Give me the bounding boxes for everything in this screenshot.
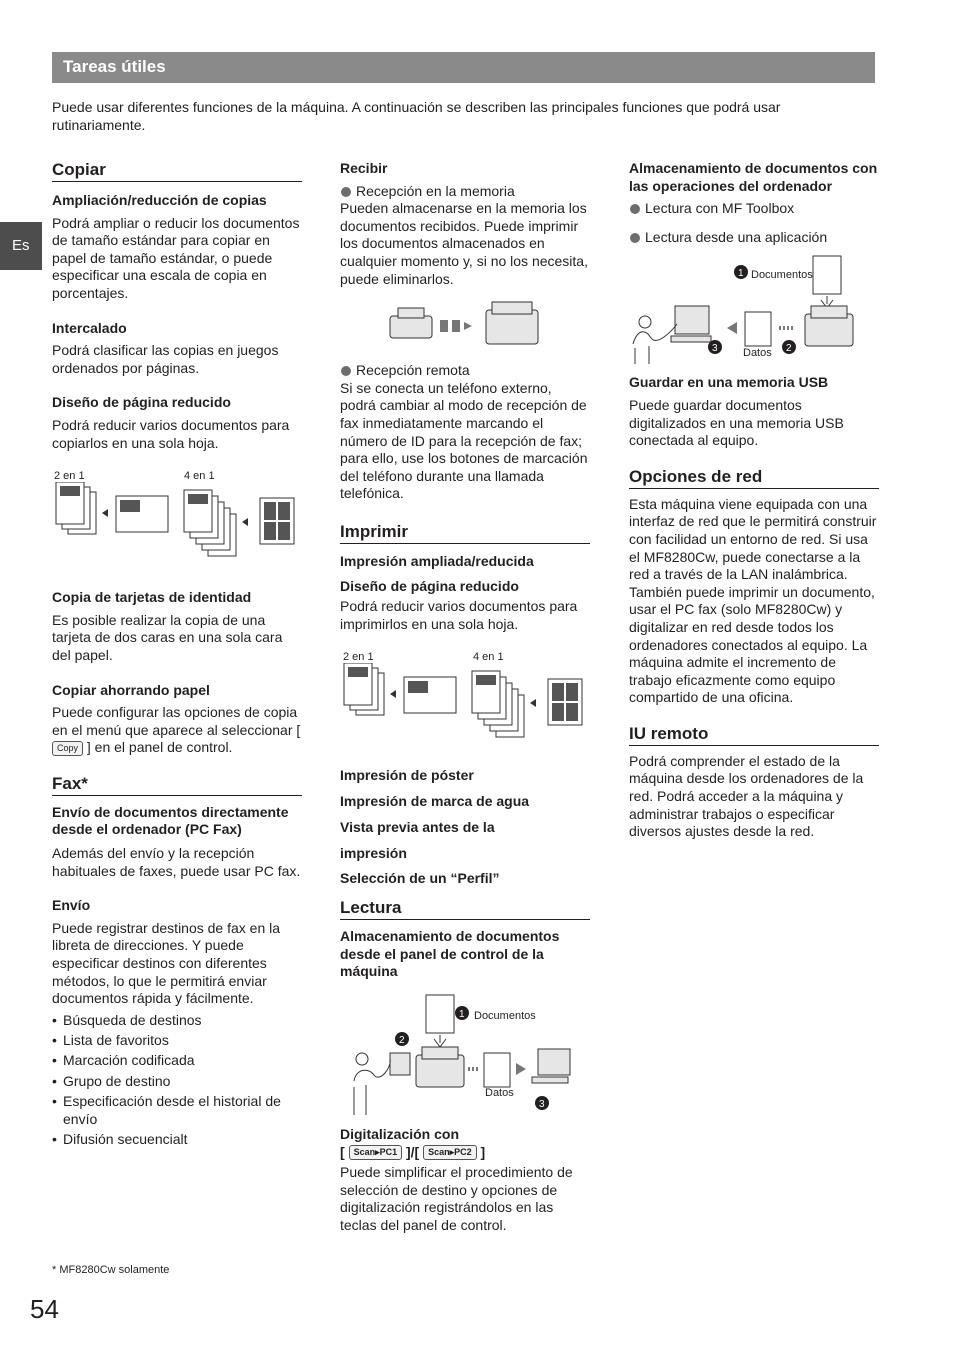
svg-text:2: 2 [399,1035,405,1047]
digitalizacion-keys: [ Scan▸PC1 ]/[ Scan▸PC2 ] [340,1143,486,1160]
text-recepcion-remota: Si se conecta un teléfono externo, podrá cambiar al modo de recepción de fax inmediatamente marcando el número de ID para la recepción de fax; para ello, use los botones de marcación del teléfono durante una llamada telefónica. [340,379,588,502]
label-datos: Datos [485,1087,514,1100]
text-recepcion-memoria: Pueden almacenarse en la memoria los documentos recibidos. Puede imprimir los documentos almacenados en cualquier momento y, si no los necesita, puede eliminarlos. [340,200,588,287]
text-usb: Puede guardar documentos digitalizados en una memoria USB conectada al equipo. [629,396,844,449]
heading-opciones-red: Opciones de red [629,467,879,489]
list-item: • Grupo de destino [52,1073,302,1091]
imp-item: Impresión de póster [340,767,474,784]
label-datos: Datos [743,347,772,360]
text-ahorrando-part2: ] en el panel de control. [86,739,233,756]
text-envio: Puede registrar destinos de fax en la libreta de direcciones. Y puede especificar destinos con diferentes métodos, lo que le permitirá enviar documentos rápida y fácilmente. [52,919,281,1007]
svg-text:1: 1 [738,268,744,280]
svg-text:3: 3 [712,343,718,355]
heading-lectura: Lectura [340,898,590,920]
imp-item: Selección de un “Perfil” [340,870,500,887]
label-2en1: 2 en 1 [54,470,85,483]
page-layout-icon [340,663,590,753]
copy-key-icon: Copy [52,741,83,756]
heading-fax: Fax* [52,774,302,796]
envio-list [52,1012,302,1149]
text-diseno: Podrá reducir varios documentos para copiarlos en una sola hoja. [52,416,290,451]
subheading-envio: Envío [52,897,91,914]
imp-item: Vista previa antes de la [340,818,495,835]
subheading-usb: Guardar en una memoria USB [629,374,829,391]
text-opciones-red: Esta máquina viene equipada con una interfaz de red que le permitirá construir con facilidad un entorno de red. Si usa el MF8280Cw, puede conectarse a la red a través de la LAN inalámbrica. También puede imprimir un documento, usar el PC fax (solo MF8280Cw) y digitalizar en red desde todos los ordenadores conectados al equipo. La máquina admite el incremento de trabajo eficazmente como equipo compartido de una oficina. [629,495,877,706]
page-number: 54 [30,1294,59,1324]
print-layout-illustration [340,641,590,753]
text-iu-remoto: Podrá comprender el estado de la máquina desde los ordenadores de la red. Podrá acceder a la máquina y administrar trabajos o especificar diversos ajustes desde la red. [629,752,864,840]
label-4en1: 4 en 1 [184,470,215,483]
label-documentos: Documentos [751,269,813,282]
text-pcfax: Además del envío y la recepción habituales de faxes, puede usar PC fax. [52,845,301,879]
imp-item: impresión [340,844,407,861]
svg-text:3: 3 [539,1099,545,1111]
intro-text: Puede usar diferentes funciones de la máquina. A continuación se describen las principales funciones que podrá usar rutinariamente. [52,99,781,133]
text-intercalado: Podrá clasificar las copias en juegos ordenados por páginas. [52,342,279,376]
column-3 [629,160,879,841]
text-tarjetas: Es posible realizar la copia de una tarjeta de dos caras en una sola cara del papel. [52,611,283,663]
imp-item: Impresión de marca de agua [340,793,530,810]
layout-illustration [52,462,302,574]
subheading-ampliacion: Ampliación/reducción de copias [52,192,267,208]
text-ahorrando [52,704,302,757]
subheading-ahorrando: Copiar ahorrando papel [52,681,210,698]
svg-text:1: 1 [459,1009,465,1021]
heading-iu-remoto: IU remoto [629,724,879,746]
subheading-diseno: Diseño de página reducido [52,394,231,411]
section-title: Tareas útiles [63,57,166,76]
subheading-almacenamiento-pc: Almacenamiento de documentos con las operaciones del ordenador [629,160,878,194]
heading-imprimir: Imprimir [340,522,590,544]
bullet-mf-toolbox: Lectura con MF Toolbox [629,200,879,218]
pc-scan-illustration [629,252,879,364]
column-1 [52,160,302,1151]
fax-to-printer-icon [388,300,543,348]
subheading-pcfax: Envío de documentos directamente desde el ordenador (PC Fax) [52,803,289,838]
subheading-intercalado: Intercalado [52,319,127,336]
scan-to-pc-diagram [340,993,590,1118]
column-2 [340,160,590,1235]
text-ampliacion: Podrá ampliar o reducir los documentos de tamaño estándar para copiar en papel de tamaño estándar, o puede especificar una escala de copia en porcentajes. [52,214,300,301]
text-ahorrando-part1: Puede configurar las opciones de copia en el menú que aparece al seleccionar [ [52,704,301,738]
subheading-imp-ampliada: Impresión ampliada/reducida [340,552,534,569]
language-tab [0,222,42,270]
page-layout-icon [52,482,302,574]
label-4en1: 4 en 1 [473,651,504,664]
text-imp-diseno: Podrá reducir varios documentos para imprimirlos en una sola hoja. [340,598,578,632]
list-item: • Lista de favoritos [52,1032,302,1050]
scan-pc1-key-icon: Scan▸PC1 [349,1145,403,1160]
footnote: * MF8280Cw solamente [52,1264,170,1276]
scan-panel-illustration [340,993,590,1118]
bullet-recepcion-remota: Recepción remota [340,362,590,380]
bullet-aplicacion: Lectura desde una aplicación [629,229,879,247]
list-item: • Difusión secuencialt [52,1131,302,1149]
text-digitalizacion: Puede simplificar el procedimiento de selección de destino y opciones de digitalización registrándolos en las teclas del panel de control. [340,1164,573,1234]
bullet-recepcion-memoria: Recepción en la memoria [340,183,590,201]
svg-text:2: 2 [786,343,792,355]
subheading-digitalizacion: Digitalización con [340,1126,460,1143]
section-banner [52,52,875,83]
list-item: • Búsqueda de destinos [52,1012,302,1030]
subheading-tarjetas: Copia de tarjetas de identidad [52,589,252,606]
label-documentos: Documentos [474,1010,536,1023]
heading-copiar: Copiar [52,160,302,182]
subheading-imp-diseno: Diseño de página reducido [340,577,519,594]
list-item: • Especificación desde el historial de envío [52,1093,302,1128]
label-2en1: 2 en 1 [343,651,374,664]
subheading-recibir: Recibir [340,160,388,176]
language-tab-label: Es [12,237,30,254]
scan-pc2-key-icon: Scan▸PC2 [423,1145,477,1160]
subheading-lectura-panel: Almacenamiento de documentos desde el panel de control de la máquina [340,928,560,980]
list-item: • Marcación codificada [52,1052,302,1070]
